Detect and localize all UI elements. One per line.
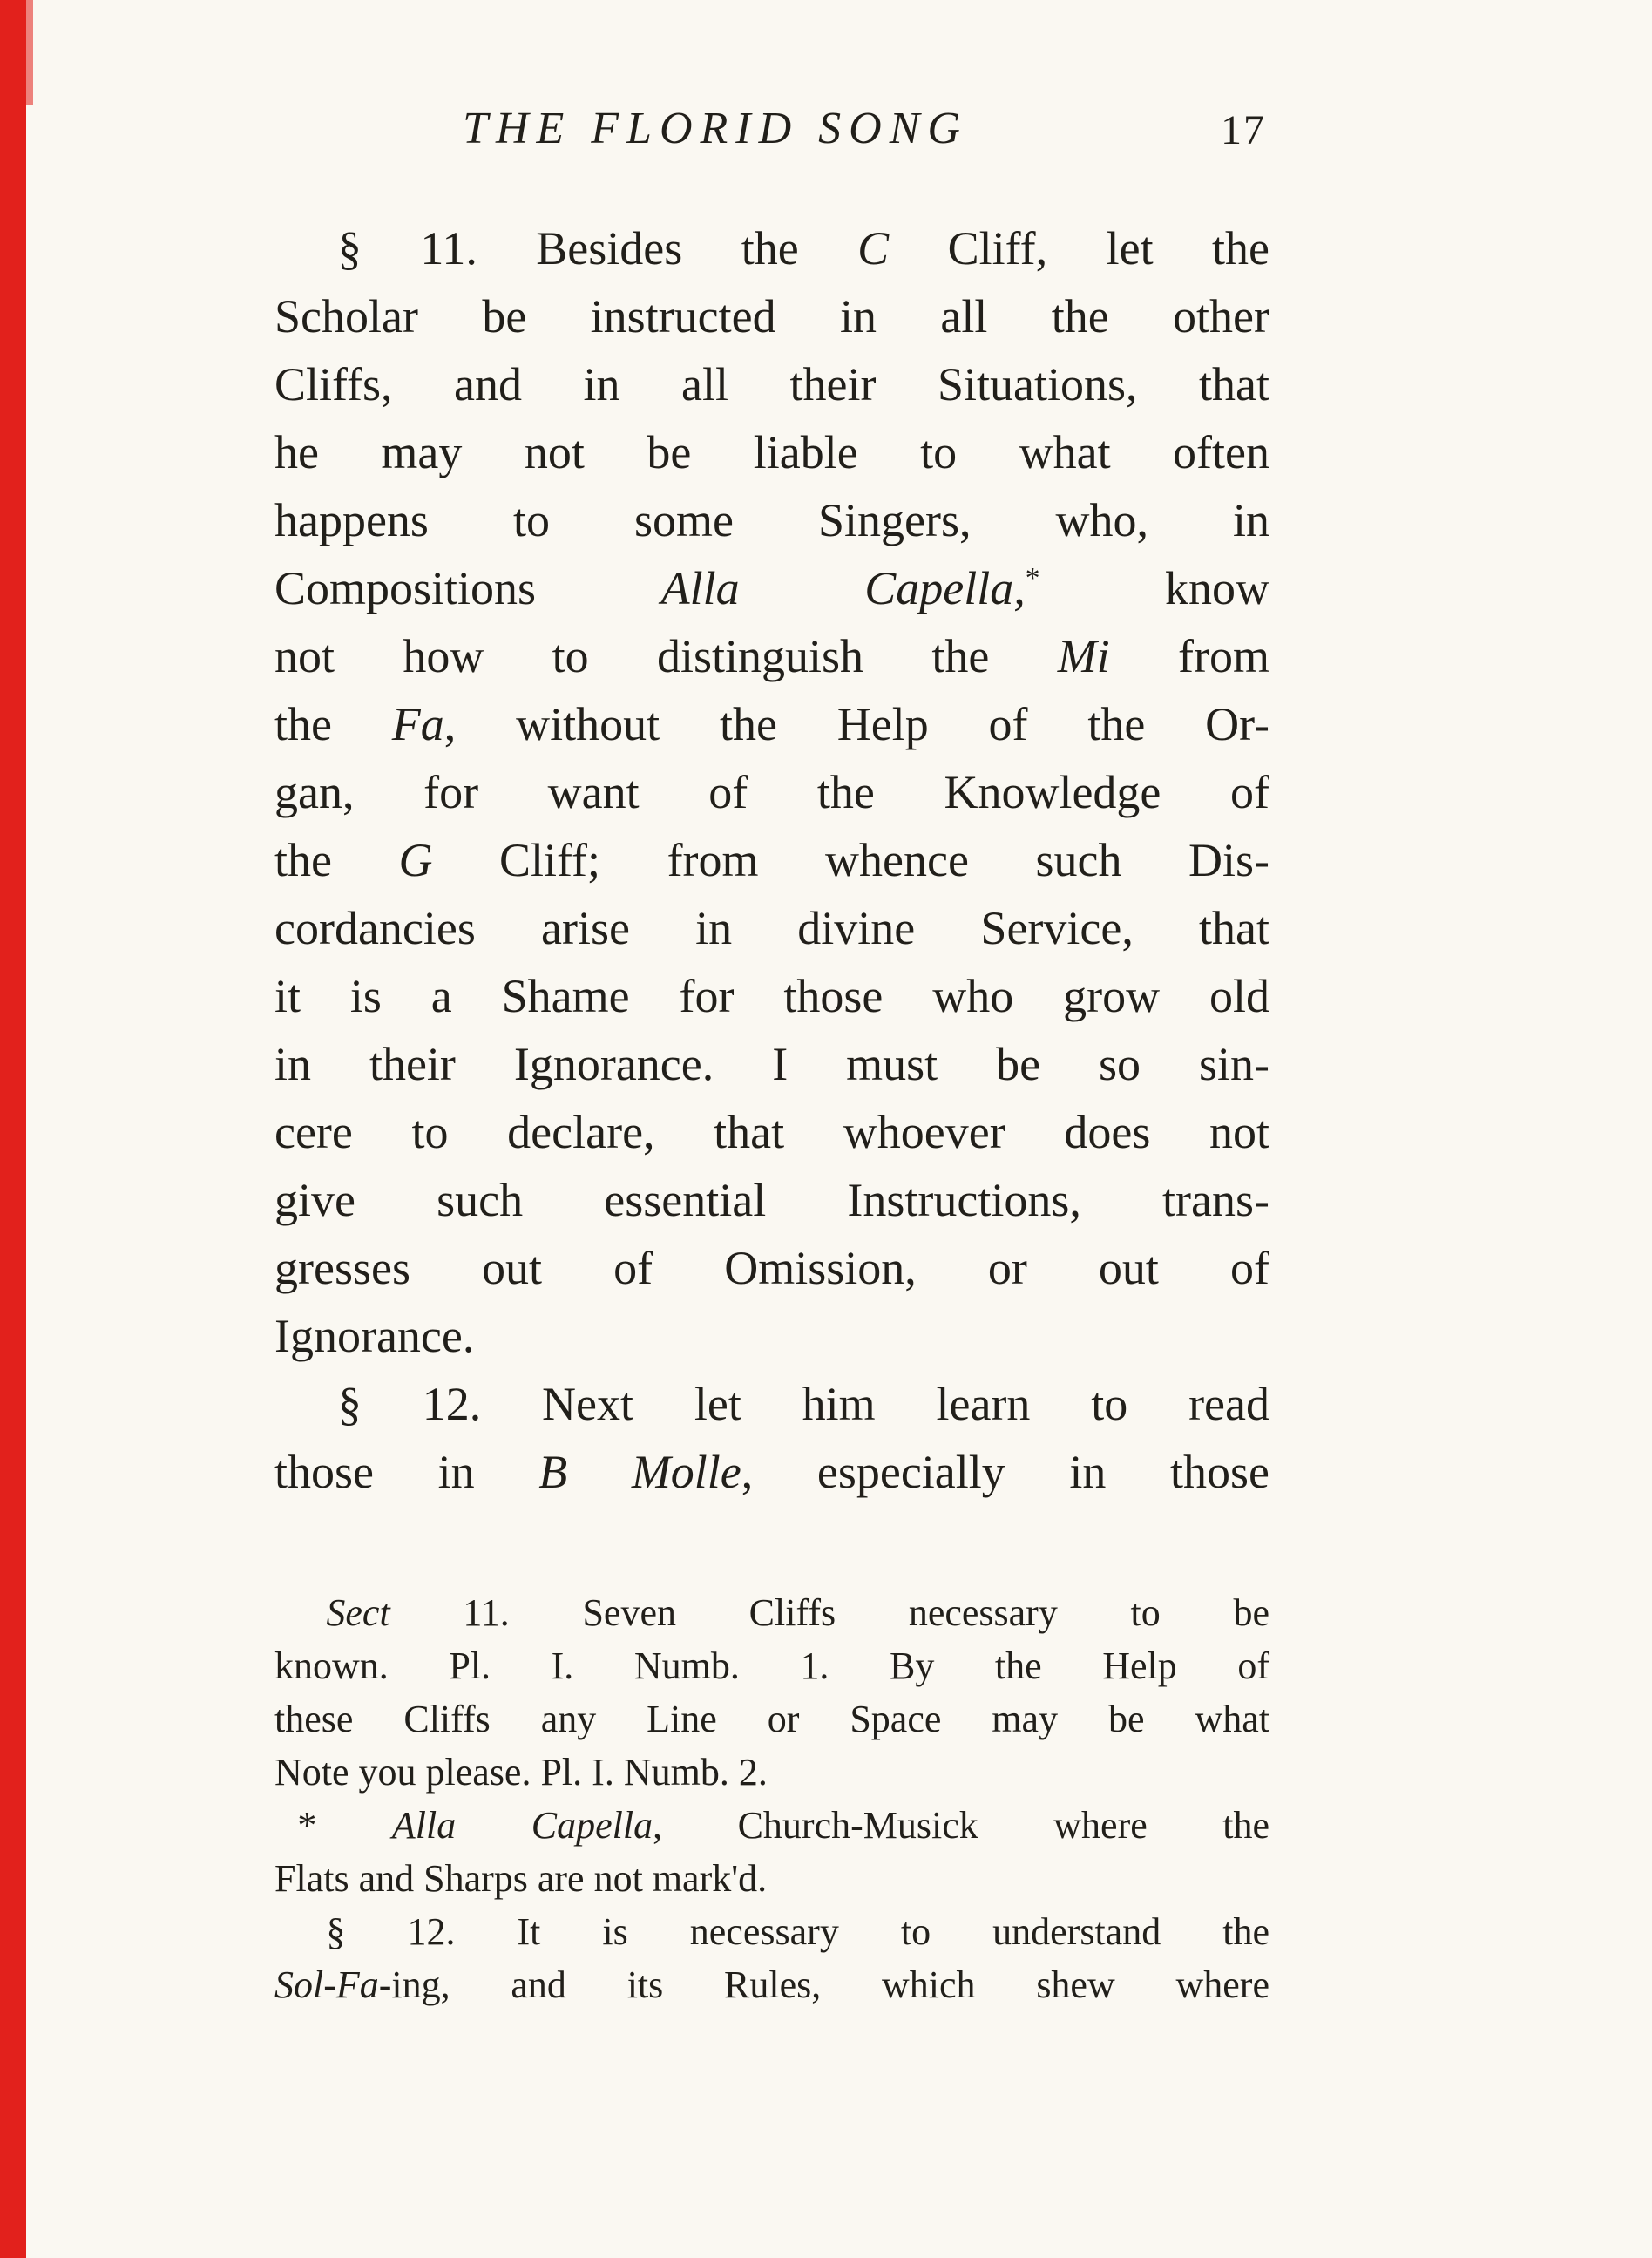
- text-line: [274, 350, 1269, 418]
- text-line: [274, 1586, 1269, 1639]
- text-segment: Cliffs, and in all their Situations, that: [274, 358, 1269, 410]
- italic-text-segment: C: [857, 222, 890, 275]
- text-segment: Flats and Sharps are not mark'd.: [274, 1857, 768, 1900]
- text-column: [274, 103, 1269, 2011]
- scan-red-edge-artifact: [0, 0, 26, 2258]
- text-segment: 11. Seven Cliffs necessary to be: [389, 1591, 1269, 1634]
- text-line: [274, 1030, 1269, 1098]
- text-segment: give such essential Instructions, trans-: [274, 1174, 1269, 1226]
- text-line: [274, 1746, 1269, 1799]
- text-line: [274, 690, 1269, 758]
- text-segment: gresses out of Omission, or out of: [274, 1242, 1269, 1294]
- text-segment: the: [274, 698, 392, 750]
- text-line: [274, 486, 1269, 554]
- text-segment: known. Pl. I. Numb. 1. By the Help of: [274, 1644, 1269, 1687]
- text-line: [274, 1438, 1269, 1506]
- text-segment: these Cliffs any Line or Space may be what: [274, 1698, 1269, 1740]
- text-line: [274, 282, 1269, 350]
- text-segment: Scholar be instructed in all the other: [274, 290, 1269, 342]
- running-header: [274, 103, 1269, 164]
- text-segment: Note you please. Pl. I. Numb. 2.: [274, 1751, 768, 1794]
- text-segment: gan, for want of the Knowledge of: [274, 766, 1269, 818]
- text-line: [274, 554, 1269, 622]
- italic-text-segment: G: [398, 834, 433, 886]
- text-line: [274, 1799, 1269, 1852]
- italic-text-segment: Fa: [391, 698, 444, 750]
- italic-text-segment: Sect: [326, 1591, 390, 1634]
- text-line: [274, 962, 1269, 1030]
- text-segment: Compositions: [274, 562, 661, 614]
- text-segment: , without the Help of the Or-: [443, 698, 1269, 750]
- text-line: [274, 1958, 1269, 2011]
- text-segment: § 11. Besides the: [337, 222, 858, 275]
- italic-text-segment: Alla Capella,: [660, 562, 1026, 614]
- text-segment: in their Ignorance. I must be so sin-: [274, 1038, 1269, 1090]
- italic-text-segment: B Molle: [538, 1446, 741, 1498]
- text-segment: happens to some Singers, who, in: [274, 494, 1269, 546]
- text-segment: know: [1039, 562, 1270, 614]
- italic-text-segment: Mi: [1057, 630, 1110, 682]
- text-line: [274, 1098, 1269, 1166]
- text-line: [274, 1639, 1269, 1692]
- text-segment: Ignorance.: [274, 1310, 475, 1362]
- text-segment: *: [297, 1804, 392, 1847]
- text-line: [274, 1370, 1269, 1438]
- text-segment: *: [1025, 562, 1040, 594]
- text-line: [274, 1166, 1269, 1234]
- text-segment: he may not be liable to what often: [274, 426, 1269, 478]
- page-title: THE FLORID SONG: [463, 104, 968, 153]
- text-line: [274, 418, 1269, 486]
- text-segment: Cliff, let the: [889, 222, 1269, 275]
- text-segment: , Church-Musick where the: [653, 1804, 1270, 1847]
- text-segment: § 12. Next let him learn to read: [337, 1378, 1269, 1430]
- text-line: [274, 1692, 1269, 1746]
- page-number: 17: [1221, 107, 1266, 153]
- text-line: [274, 622, 1269, 690]
- text-segment: those in: [274, 1446, 539, 1498]
- text-segment: it is a Shame for those who grow old: [274, 970, 1269, 1022]
- text-segment: cordancies arise in divine Service, that: [274, 902, 1269, 954]
- text-line: [274, 894, 1269, 962]
- text-segment: the: [274, 834, 399, 886]
- italic-text-segment: Sol-Fa: [274, 1963, 379, 2006]
- body-text: [274, 214, 1269, 1506]
- text-line: [274, 826, 1269, 894]
- text-segment: -ing, and its Rules, which shew where: [378, 1963, 1269, 2006]
- footnotes: [274, 1586, 1269, 2011]
- text-segment: from: [1109, 630, 1270, 682]
- text-segment: cere to declare, that whoever does not: [274, 1106, 1269, 1158]
- text-segment: , especially in those: [741, 1446, 1269, 1498]
- text-line: [274, 1905, 1269, 1958]
- text-line: [274, 1302, 1269, 1370]
- text-segment: not how to distinguish the: [274, 630, 1058, 682]
- text-segment: § 12. It is necessary to understand the: [326, 1910, 1269, 1953]
- text-line: [274, 1234, 1269, 1302]
- text-line: [274, 1852, 1269, 1905]
- text-line: [274, 214, 1269, 282]
- text-line: [274, 758, 1269, 826]
- text-segment: Cliff; from whence such Dis-: [432, 834, 1269, 886]
- italic-text-segment: Alla Capella: [391, 1804, 653, 1847]
